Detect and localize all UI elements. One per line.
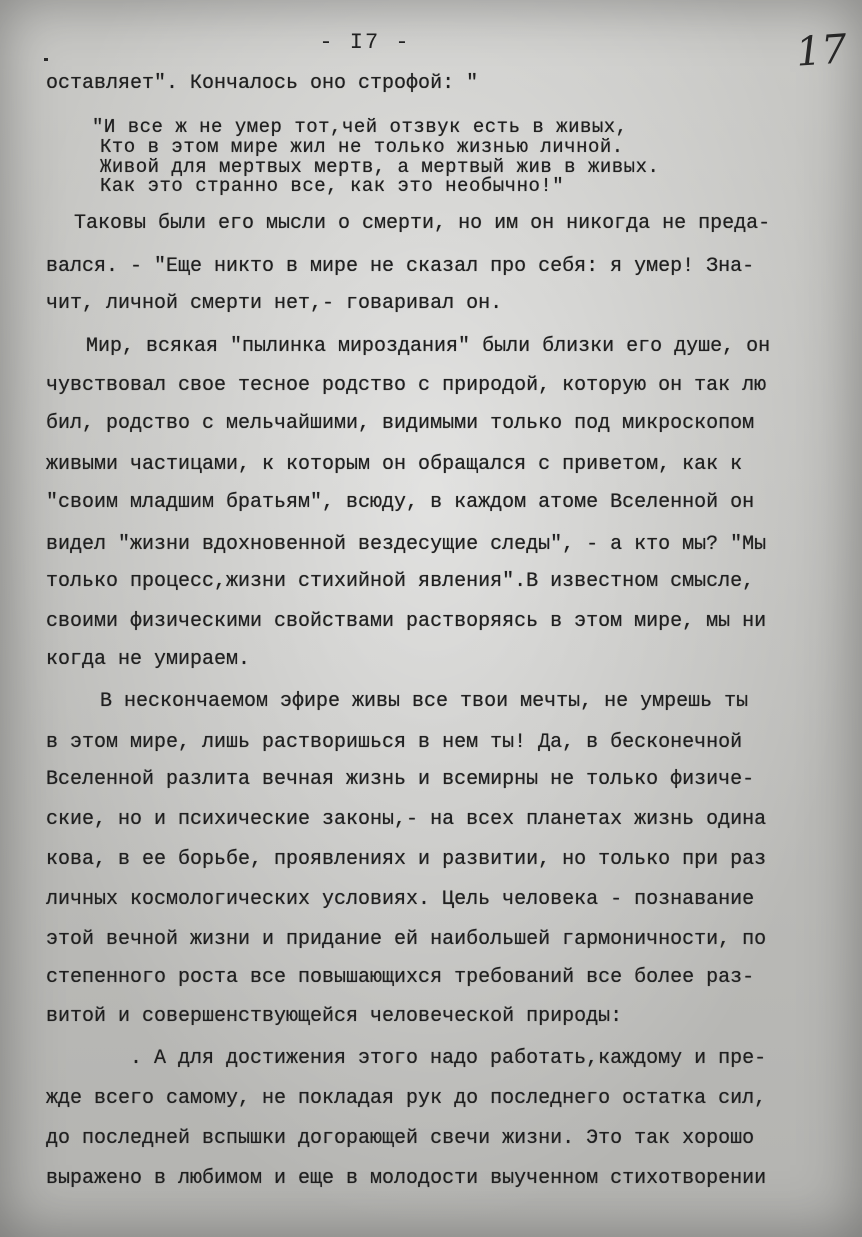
text-line: . А для достижения этого надо работать,каждому и пре- (130, 1047, 767, 1070)
text-line: оставляет". Кончалось оно строфой: " (46, 72, 479, 95)
poem-line: Как это странно все, как это необычно!" (100, 175, 565, 197)
text-line: в этом мире, лишь растворишься в нем ты! Да, в бесконечной (46, 731, 743, 754)
text-line: выражено в любимом и еще в молодости выученном стихотворении (46, 1167, 767, 1190)
poem-line: "И все ж не умер тот,чей отзвук есть в живых, (92, 116, 628, 138)
text-line: своими физическими свойствами растворяясь в этом мире, мы ни (46, 610, 767, 633)
text-line: видел "жизни вдохновенной вездесущие следы", - а кто мы? "Мы (46, 533, 767, 556)
text-line: чувствовал свое тесное родство с природой, которую он так лю (46, 374, 767, 397)
handwritten-page-number: 17 (794, 26, 849, 76)
text-line: степенного роста все повышающихся требований все более раз- (46, 966, 755, 989)
poem-line: Живой для мертвых мертв, а мертвый жив в живых. (100, 156, 660, 178)
text-line: когда не умираем. (46, 648, 251, 671)
text-line: В нескончаемом эфире живы все твои мечты, не умрешь ты (100, 690, 749, 713)
page-number: - I7 - (319, 30, 411, 55)
text-line: витой и совершенствующейся человеческой природы: (46, 1005, 623, 1028)
text-line: этой вечной жизни и придание ей наибольшей гармоничности, по (46, 928, 767, 951)
poem-line: Кто в этом мире жил не только жизнью личной. (100, 136, 624, 158)
text-line: вался. - "Еще никто в мире не сказал про себя: я умер! Зна- (46, 255, 755, 278)
text-line: Вселенной разлита вечная жизнь и всемирны не только физиче- (46, 768, 755, 791)
text-line: "своим младшим братьям", всюду, в каждом атоме Вселенной он (46, 491, 755, 514)
text-line: живыми частицами, к которым он обращался с приветом, как к (46, 453, 743, 476)
text-line: личных космологических условиях. Цель человека - познавание (46, 888, 755, 911)
stray-ink-mark (44, 58, 48, 61)
text-line: Мир, всякая "пылинка мироздания" были близки его душе, он (86, 335, 771, 358)
text-line: жде всего самому, не покладая рук до последнего остатка сил, (46, 1087, 767, 1110)
text-line: ские, но и психические законы,- на всех планетах жизнь одина (46, 808, 767, 831)
text-line: кова, в ее борьбе, проявлениях и развитии, но только при раз (46, 848, 767, 871)
text-line: до последней вспышки догорающей свечи жизни. Это так хорошо (46, 1127, 755, 1150)
text-line: чит, личной смерти нет,- говаривал он. (46, 292, 503, 315)
text-line: только процесс,жизни стихийной явления".В известном смысле, (46, 570, 755, 593)
text-line: бил, родство с мельчайшими, видимыми только под микроскопом (46, 412, 755, 435)
text-line: Таковы были его мысли о смерти, но им он никогда не преда- (74, 212, 771, 235)
